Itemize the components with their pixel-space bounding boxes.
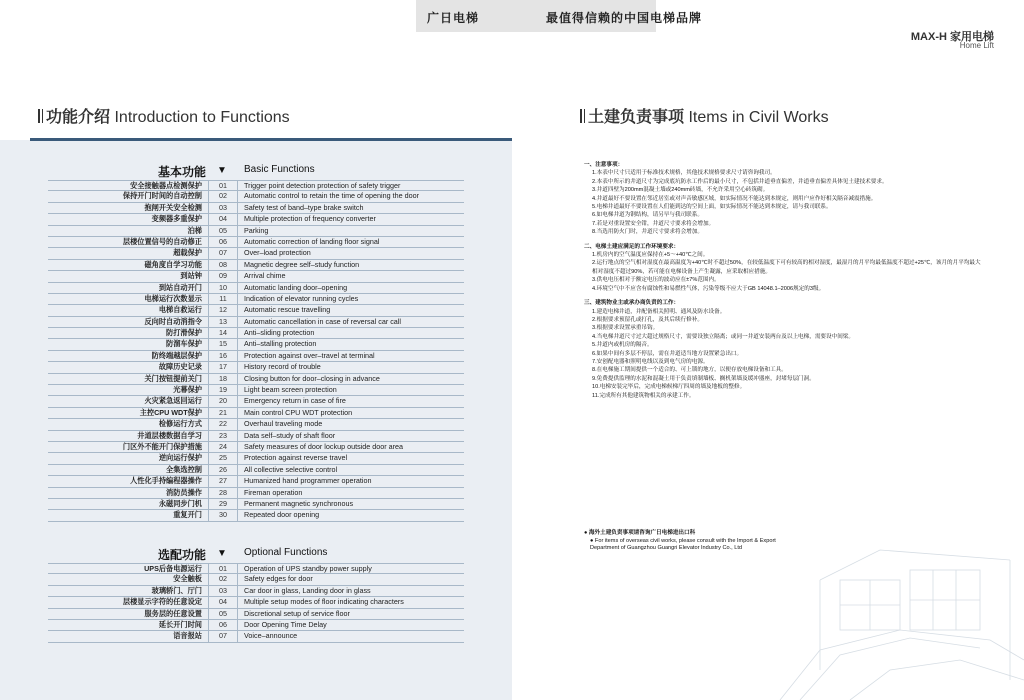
function-name-zh: 全集选控制 <box>166 464 202 474</box>
function-row <box>48 260 464 271</box>
function-name-en: Fireman operation <box>244 487 303 497</box>
function-row <box>48 408 464 419</box>
title-bar-icon <box>38 109 40 123</box>
civil-works-note <box>584 530 776 553</box>
function-row <box>48 362 464 373</box>
civil-item: 7.若是对重设置安全钳，井道尺寸要求将会增加。 <box>592 220 715 227</box>
function-name-en: Main control CPU WDT protection <box>244 407 353 417</box>
function-name-en: Overhaul traveling mode <box>244 419 323 429</box>
function-name-en: Automatic rescue travelling <box>244 305 331 315</box>
civil-item: 7.安创配电器和照明电线以及到电气房的电源。 <box>592 358 709 365</box>
civil-item: 6.如果中间有多层不停层，需在井道适当地方设置紧急出口。 <box>592 350 743 357</box>
note-line-zh: ● 海外土建负责事项请咨询广日电梯进出口科 <box>584 530 696 536</box>
function-number: 10 <box>208 283 238 293</box>
function-number: 15 <box>208 339 238 349</box>
function-name-zh: 关门按钮提前关门 <box>144 373 202 383</box>
function-row <box>48 339 464 350</box>
function-number: 08 <box>208 260 238 270</box>
civil-item: 5.电梯井道最好不要设置在人们能到达的空间上面，如实际情况不能达到本规定，请与我司联系。 <box>592 204 832 211</box>
function-number: 11 <box>208 294 238 304</box>
function-row <box>48 351 464 362</box>
function-name-zh: 检修运行方式 <box>158 419 202 429</box>
function-name-en: Car door in glass, Landing door in glass <box>244 585 371 595</box>
function-name-zh: 层楼位置信号的自动修正 <box>122 236 202 246</box>
title-bar-icon <box>584 109 585 123</box>
function-number: 05 <box>208 226 238 236</box>
optional-functions-heading-en: Optional Functions <box>244 547 328 558</box>
triangle-down-icon: ▼ <box>217 165 227 176</box>
civil-item: 3.井道四壁为200mm混凝土墙或240mm砖墙，不允许采用空心砖筑砌。 <box>592 187 769 194</box>
function-number: 23 <box>208 431 238 441</box>
function-row <box>48 631 464 642</box>
function-row <box>48 476 464 487</box>
function-name-en: Permanent magnetic synchronous <box>244 498 354 508</box>
function-name-zh: 火灾紧急返回运行 <box>144 396 202 406</box>
function-name-en: Multiple protection of frequency converter <box>244 214 376 224</box>
function-name-zh: 安全接触器点检测保护 <box>130 181 202 190</box>
civil-section-heading: 一、注意事项： <box>584 162 624 168</box>
function-row <box>48 620 464 631</box>
civil-section <box>584 161 984 237</box>
civil-section-heading: 二、电梯土建应满足的工作环境要求： <box>584 243 680 250</box>
function-name-zh: 泊梯 <box>187 225 202 235</box>
function-row <box>48 488 464 499</box>
function-row <box>48 283 464 294</box>
function-name-en: Light beam screen protection <box>244 385 337 395</box>
civil-section <box>584 243 984 293</box>
note-line-en-cont: Department of Guangzhou Guangri Elevator Industry Co., Ltd <box>590 545 743 552</box>
section-divider <box>30 138 512 141</box>
function-name-en: Protection against over–travel at terminal <box>244 350 375 360</box>
function-number: 27 <box>208 476 238 486</box>
function-row <box>48 328 464 339</box>
function-number: 14 <box>208 328 238 338</box>
function-name-zh: 到站自动开门 <box>158 282 202 292</box>
function-name-en: Magnetic degree self–study function <box>244 259 360 269</box>
function-name-zh: 磁角度自学习功能 <box>144 259 202 269</box>
function-name-zh: 变频器多重保护 <box>151 214 202 224</box>
function-number: 03 <box>208 203 238 213</box>
function-name-zh: 安全触板 <box>173 574 202 584</box>
function-name-zh: 到站钟 <box>180 271 202 281</box>
civil-item: 6.如电梯井道为钢结构，请另早与我司联系。 <box>592 212 703 219</box>
function-name-en: Parking <box>244 225 269 235</box>
function-name-en: Arrival chime <box>244 271 286 281</box>
function-name-zh: 重复开门 <box>173 510 202 520</box>
function-number: 25 <box>208 453 238 463</box>
function-row <box>48 317 464 328</box>
function-name-zh: 故障历史记录 <box>158 362 202 372</box>
function-row <box>48 442 464 453</box>
function-row <box>48 271 464 282</box>
function-name-zh: 层楼显示字符的任意设定 <box>122 597 202 607</box>
function-name-en: Automatic correction of landing floor signal <box>244 236 380 246</box>
function-number: 02 <box>208 191 238 201</box>
note-line-en: ● For items of overseas civil works, please consult with the Import & Export <box>590 537 776 544</box>
function-row <box>48 203 464 214</box>
function-name-en: Safety edges for door <box>244 574 313 584</box>
civil-title-zh: 土建负责事项 <box>588 109 685 126</box>
function-name-en: Discretional setup of service floor <box>244 608 350 618</box>
function-number: 01 <box>208 564 238 574</box>
function-name-en: Safety test of band–type brake switch <box>244 202 364 212</box>
function-name-zh: 反向时自动消指令 <box>144 316 202 326</box>
optional-functions-heading-zh: 选配功能 <box>158 548 207 562</box>
function-number: 13 <box>208 317 238 327</box>
function-row <box>48 396 464 407</box>
civil-item: 2.运行地点的空气相对湿度在最高温度为+40℃时不超过50%，在较低温度下可有较高的相对湿度，最湿月的月平均最低温度不超过+25℃，该月的月平均最大相对湿度不超过90%，若可能在电梯设备上产生凝露，应采取相应措施。 <box>592 260 981 275</box>
function-name-zh: 门区外不能开门保护措施 <box>122 441 202 451</box>
brand-slogan: 最值得信赖的中国电梯品牌 <box>546 11 703 25</box>
function-row <box>48 609 464 620</box>
function-name-en: Safety measures of door lockup outside door area <box>244 441 404 451</box>
function-row <box>48 563 464 574</box>
function-number: 24 <box>208 442 238 452</box>
civil-item: 11.完成所有其他建筑物相关的承建工作。 <box>592 392 695 399</box>
function-name-zh: 防终端越层保护 <box>151 350 202 360</box>
function-row <box>48 385 464 396</box>
function-number: 30 <box>208 510 238 520</box>
function-number: 07 <box>208 248 238 258</box>
function-row <box>48 574 464 585</box>
function-number: 04 <box>208 597 238 607</box>
function-name-en: Data self–study of shaft floor <box>244 430 336 440</box>
function-number: 04 <box>208 214 238 224</box>
function-number: 02 <box>208 574 238 584</box>
function-number: 03 <box>208 586 238 596</box>
function-number: 29 <box>208 499 238 509</box>
civil-title-en: Items in Civil Works <box>688 109 829 126</box>
function-number: 22 <box>208 419 238 429</box>
function-name-zh: 保持开门时间的自动控制 <box>122 191 202 201</box>
function-name-en: Door Opening Time Delay <box>244 619 327 629</box>
function-number: 01 <box>208 181 238 191</box>
function-row <box>48 305 464 316</box>
title-bar-icon <box>42 109 43 123</box>
function-row <box>48 237 464 248</box>
brand-name: 广日电梯 <box>427 11 480 25</box>
civil-section-heading: 三、建筑物业主或承办商负责的工作： <box>584 300 680 307</box>
civil-works-section-title <box>580 104 829 127</box>
function-row <box>48 180 464 191</box>
civil-item: 4.环境空气中不应含有腐蚀性和易燃性气体，污染等级不应大于GB 14048.1–2006规定的3级。 <box>592 285 825 292</box>
function-row <box>48 374 464 385</box>
function-name-en: Emergency return in case of fire <box>244 396 346 406</box>
function-name-en: Closing button for door–closing in advance <box>244 373 380 383</box>
function-number: 16 <box>208 351 238 361</box>
function-name-en: All collective selective control <box>244 464 338 474</box>
function-name-en: Repeated door opening <box>244 510 320 520</box>
function-row <box>48 248 464 259</box>
function-row <box>48 191 464 202</box>
civil-section <box>584 299 984 400</box>
function-row <box>48 419 464 430</box>
civil-item: 2.本表中所示的井道尺寸为完成底坑防水工作后的最小尺寸，不包括井道垂直偏差，井道垂直偏差具体见土建技术要求。 <box>592 178 888 185</box>
function-row <box>48 510 464 521</box>
civil-item: 1.建造电梯井道，并配备相关照明、通风及防水设备。 <box>592 308 726 315</box>
function-name-en: Anti–stalling protection <box>244 339 317 349</box>
function-name-en: Humanized hand programmer operation <box>244 476 372 486</box>
function-number: 05 <box>208 609 238 619</box>
function-name-zh: 消防员操作 <box>166 487 202 497</box>
civil-item: 9.免费提供监理的水泥和混凝土用于负责填制墙板、搁机架墙及缓冲器座，封堵每层门洞。 <box>592 375 815 382</box>
function-row <box>48 499 464 510</box>
product-subtitle: Home Lift <box>959 41 994 50</box>
function-name-en: Indication of elevator running cycles <box>244 293 359 303</box>
function-row <box>48 431 464 442</box>
title-bar-icon <box>580 109 582 123</box>
function-number: 17 <box>208 362 238 372</box>
function-name-en: Multiple setup modes of floor indicating characters <box>244 597 404 607</box>
basic-functions-heading-en: Basic Functions <box>244 164 315 175</box>
civil-item: 3.根据要求设置承重吊钩。 <box>592 325 659 332</box>
triangle-down-icon: ▼ <box>217 548 227 559</box>
civil-item: 3.供电电压相对于额定电压的波动应在±7%范围内。 <box>592 277 720 284</box>
function-number: 06 <box>208 237 238 247</box>
function-name-zh: 人性化手持编程器操作 <box>130 476 202 486</box>
function-number: 18 <box>208 374 238 384</box>
functions-title-en: Introduction to Functions <box>114 109 290 126</box>
function-name-en: Over–load protection <box>244 248 311 258</box>
function-number: 09 <box>208 271 238 281</box>
function-name-en: Voice–announce <box>244 631 298 641</box>
function-name-en: Automatic landing door–opening <box>244 282 348 292</box>
civil-item: 1.本表中尺寸只适用于标准技术规格，其他技术规格要求尺寸请咨询我司。 <box>592 170 776 177</box>
function-name-zh: 光幕保护 <box>173 385 202 395</box>
function-name-zh: 玻璃轿门、厅门 <box>151 585 202 595</box>
function-row <box>48 586 464 597</box>
functions-section-title <box>38 104 290 127</box>
function-name-zh: 电梯运行次数显示 <box>144 293 202 303</box>
function-name-en: Automatic cancellation in case of reversal car call <box>244 316 401 326</box>
function-row <box>48 597 464 608</box>
function-name-en: Anti–sliding protection <box>244 328 315 338</box>
function-name-en: Trigger point detection protection of safety trigger <box>244 181 401 190</box>
function-name-en: History record of trouble <box>244 362 321 372</box>
function-name-zh: 永磁同步门机 <box>158 498 202 508</box>
function-name-zh: 防溜车保护 <box>166 339 202 349</box>
function-name-zh: 主控CPU WDT保护 <box>139 407 202 417</box>
function-row <box>48 453 464 464</box>
function-name-zh: 电梯自救运行 <box>158 305 202 315</box>
function-name-zh: 语音报站 <box>173 631 202 641</box>
civil-item: 5.井道内或机房的隔音。 <box>592 342 653 349</box>
function-number: 12 <box>208 305 238 315</box>
function-name-en: Protection against reverse travel <box>244 453 348 463</box>
function-number: 06 <box>208 620 238 630</box>
function-name-zh: 防打滑保护 <box>166 328 202 338</box>
civil-item: 10.电梯安装完毕后，完成电梯候梯厅四周的墙及地板的整修。 <box>592 384 746 391</box>
civil-item: 8.在电梯施工期间提供一个适合的、可上锁的地方，以便存放电梯设备和工具。 <box>592 367 787 374</box>
function-number: 19 <box>208 385 238 395</box>
building-sketch-illustration <box>760 540 1024 700</box>
civil-item: 4.井道最好不要设置在邻近居室或对声音敏感区域，如实际情况不能达到本规定，则用户应作好相关隔音减震措施。 <box>592 195 877 202</box>
civil-item: 2.根据要求预留孔或打孔，及其后续行修补。 <box>592 316 703 323</box>
function-number: 07 <box>208 631 238 641</box>
function-name-zh: 服务层的任意设置 <box>144 608 202 618</box>
function-name-zh: 逆向运行保护 <box>158 453 202 463</box>
function-name-zh: 超载保护 <box>173 248 202 258</box>
civil-works-body <box>584 161 984 406</box>
function-row <box>48 294 464 305</box>
function-number: 26 <box>208 465 238 475</box>
civil-item: 8.当选用防火门时，井道尺寸要求将会增加。 <box>592 229 703 236</box>
function-name-en: Operation of UPS standby power supply <box>244 564 372 573</box>
function-row <box>48 465 464 476</box>
basic-functions-list <box>48 180 464 522</box>
functions-title-zh: 功能介绍 <box>46 109 111 126</box>
function-row <box>48 214 464 225</box>
function-number: 21 <box>208 408 238 418</box>
function-name-zh: UPS后备电源运行 <box>144 564 202 573</box>
basic-functions-heading-zh: 基本功能 <box>158 165 207 179</box>
function-name-en: Automatic control to retain the time of opening the door <box>244 191 419 201</box>
product-title: MAX-H 家用电梯 <box>910 31 994 43</box>
civil-item: 4.当电梯井道尺寸过大超过规格尺寸，需要设独立隔离；或同一井道安装两台及以上电梯，需要设中间梁。 <box>592 333 854 340</box>
function-name-zh: 抱闸开关安全检测 <box>144 202 202 212</box>
optional-functions-list <box>48 563 464 643</box>
function-name-zh: 井道层楼数据自学习 <box>137 430 202 440</box>
civil-item: 1.机房内的空气温度应保持在+5～+40℃之间。 <box>592 252 709 259</box>
function-name-zh: 延长开门时间 <box>158 619 202 629</box>
function-number: 20 <box>208 396 238 406</box>
function-row <box>48 226 464 237</box>
function-number: 28 <box>208 488 238 498</box>
